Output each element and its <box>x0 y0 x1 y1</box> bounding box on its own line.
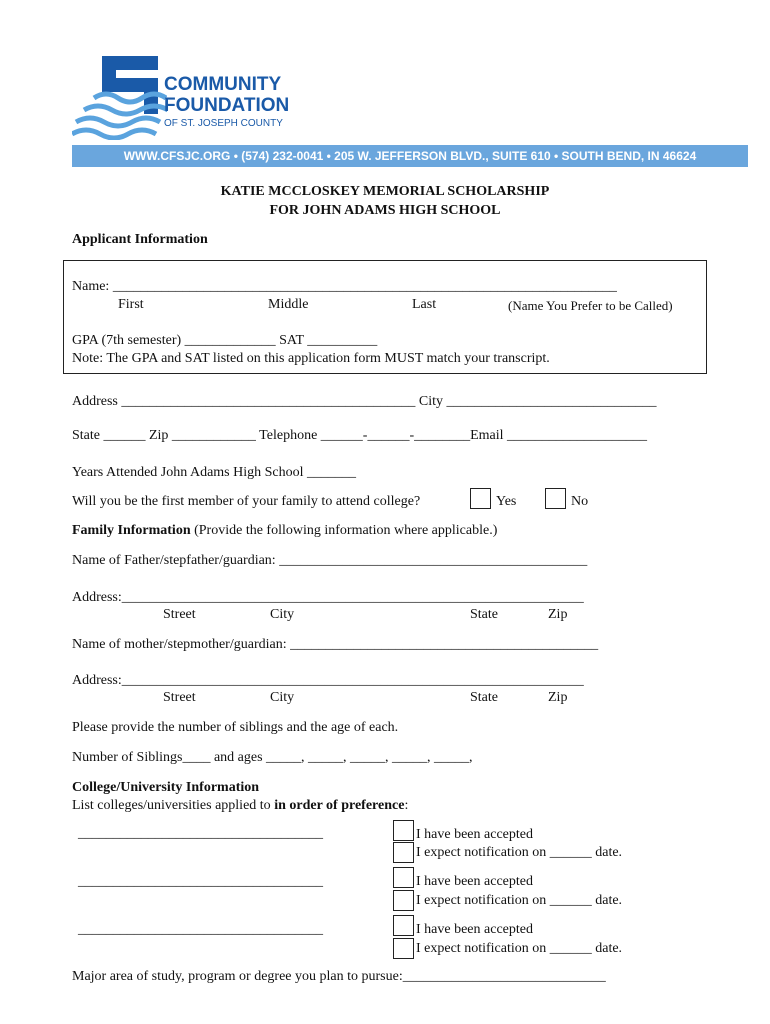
address-city-field[interactable]: Address __________________________________________ City ______________________________ <box>72 394 657 409</box>
father-address-field[interactable]: Address:__________________________________________________________________ <box>72 590 584 605</box>
name-field[interactable]: Name: ________________________________________________________________________ <box>72 279 617 294</box>
yes-label: Yes <box>496 494 517 509</box>
college-2-field[interactable]: ___________________________________ <box>78 874 323 889</box>
org-name-line2: FOUNDATION <box>164 95 290 116</box>
family-heading-note: (Provide the following information where applicable.) <box>190 523 498 538</box>
first-college-question: Will you be the first member of your family to attend college? <box>72 494 421 509</box>
major-field[interactable]: Major area of study, program or degree you plan to pursue:_____________________________ <box>72 969 606 984</box>
college-1-notification-checkbox[interactable] <box>393 842 414 863</box>
college-2-notification-checkbox[interactable] <box>393 890 414 911</box>
applicant-heading: Applicant Information <box>72 232 208 247</box>
state-label: State <box>470 607 498 622</box>
list-prefix: List colleges/universities applied to <box>72 798 275 813</box>
middle-name-label: Middle <box>268 297 309 312</box>
college-2-accepted-checkbox[interactable] <box>393 867 414 888</box>
notification-label: I expect notification on ______ date. <box>416 893 623 908</box>
mother-name-field[interactable]: Name of mother/stepmother/guardian: ____________________________________________ <box>72 637 599 652</box>
college-list-instruction <box>72 798 408 814</box>
accepted-label: I have been accepted <box>416 874 533 889</box>
siblings-prompt: Please provide the number of siblings and the age of each. <box>72 720 399 735</box>
college-3-notification-checkbox[interactable] <box>393 938 414 959</box>
form-title-line1: KATIE MCCLOSKEY MEMORIAL SCHOLARSHIP <box>220 184 550 199</box>
list-emphasis: in order of preference <box>274 798 405 813</box>
logo-wave-icon <box>72 52 167 140</box>
gpa-sat-field[interactable]: GPA (7th semester) _____________ SAT __________ <box>72 333 378 348</box>
yes-checkbox[interactable] <box>470 488 491 509</box>
college-3-field[interactable]: ___________________________________ <box>78 922 323 937</box>
zip-label: Zip <box>548 690 568 705</box>
city-label: City <box>270 690 295 705</box>
notification-label: I expect notification on ______ date. <box>416 845 623 860</box>
org-name-line3: OF ST. JOSEPH COUNTY <box>164 118 283 129</box>
form-title-line2: FOR JOHN ADAMS HIGH SCHOOL <box>269 203 501 218</box>
college-1-field[interactable]: ___________________________________ <box>78 826 323 841</box>
state-zip-phone-email-field[interactable]: State ______ Zip ____________ Telephone ______-______-________Email ____________________ <box>72 428 648 443</box>
college-3-accepted-checkbox[interactable] <box>393 915 414 936</box>
mother-address-field[interactable]: Address:__________________________________________________________________ <box>72 673 584 688</box>
street-label: Street <box>163 690 196 705</box>
no-checkbox[interactable] <box>545 488 566 509</box>
zip-label: Zip <box>548 607 568 622</box>
first-name-label: First <box>118 297 144 312</box>
years-attended-field[interactable]: Years Attended John Adams High School _______ <box>72 465 357 480</box>
college-heading: College/University Information <box>72 780 260 795</box>
accepted-label: I have been accepted <box>416 922 533 937</box>
college-1-accepted-checkbox[interactable] <box>393 820 414 841</box>
state-label: State <box>470 690 498 705</box>
city-label: City <box>270 607 295 622</box>
accepted-label: I have been accepted <box>416 827 533 842</box>
preferred-name-label: (Name You Prefer to be Called) <box>508 298 673 313</box>
org-name-line1: COMMUNITY <box>164 74 282 95</box>
siblings-field[interactable]: Number of Siblings____ and ages _____, _____, _____, _____, _____, <box>72 750 473 765</box>
transcript-note: Note: The GPA and SAT listed on this application form MUST match your transcript. <box>72 351 550 366</box>
list-suffix: : <box>404 798 409 813</box>
family-heading: Family Information <box>72 523 191 538</box>
no-label: No <box>571 494 589 509</box>
street-label: Street <box>163 607 196 622</box>
notification-label: I expect notification on ______ date. <box>416 941 623 956</box>
father-name-field[interactable]: Name of Father/stepfather/guardian: ____________________________________________ <box>72 553 588 568</box>
family-heading-row <box>72 523 497 539</box>
contact-banner: WWW.CFSJC.ORG • (574) 232-0041 • 205 W. JEFFERSON BLVD., SUITE 610 • SOUTH BEND, IN 46624 <box>72 145 748 167</box>
last-name-label: Last <box>412 297 437 312</box>
foundation-logo <box>72 52 312 142</box>
